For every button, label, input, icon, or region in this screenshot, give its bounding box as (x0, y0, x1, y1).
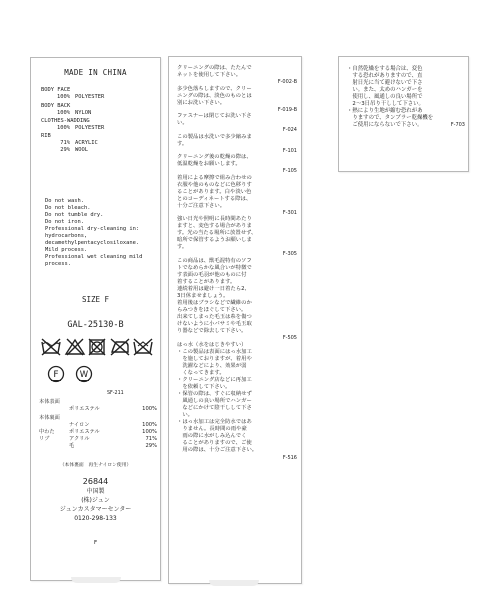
composition-block (41, 87, 157, 101)
wet-clean-w-icon (75, 365, 93, 383)
note-text: クリーニング後の乾燥の際は、 低温乾燥をお願いします。 (177, 154, 252, 168)
table-cell: 71% (145, 436, 157, 442)
style-number: GAL-25130-B (67, 320, 124, 330)
table-row (39, 422, 157, 429)
material-name: POLYESTER (75, 125, 105, 131)
table-row (39, 415, 157, 422)
material-percent: 100% (57, 110, 70, 116)
composition-label (30, 57, 161, 581)
table-row (39, 443, 157, 450)
f-mark: F (93, 540, 98, 546)
material-percent: 100% (57, 125, 70, 131)
material-name: WOOL (75, 147, 88, 153)
label-notch (209, 580, 259, 586)
table-row (39, 429, 157, 436)
jp-composition-table (39, 399, 157, 450)
wet-clean-letter: W (79, 370, 89, 380)
material-name: ACRYLIC (75, 140, 98, 146)
company-name: (株)ジュン (81, 497, 110, 504)
professional-cleaning-symbols (47, 365, 93, 385)
recycled-nylon-note: （本体裏面 再生ナイロン使用） (59, 463, 132, 468)
note-code: F-019-B (277, 106, 297, 113)
table-cell (47, 422, 69, 429)
table-cell: 100% (142, 406, 157, 412)
table-cell (61, 399, 113, 406)
material-name: NYLON (75, 110, 92, 116)
table-cell (47, 406, 69, 413)
note-code: F-516 (282, 454, 297, 461)
table-cell: 本体表面 (39, 399, 60, 405)
table-row (39, 406, 157, 413)
care-notes-label (168, 56, 302, 584)
note-code: F-301 (282, 209, 297, 216)
table-cell: ポリエステル (69, 406, 100, 412)
note-code: F-505 (282, 335, 297, 342)
note-text: クリーニングの際は、たたんで ネットを使用して下さい。 (177, 65, 252, 79)
composition-block (41, 118, 157, 132)
table-cell: リブ (39, 436, 50, 442)
product-number: 26844 (82, 477, 109, 486)
no-tumble-dry-icon (88, 338, 106, 356)
table-cell: ポリエステル (69, 429, 100, 435)
note-code: F-305 (282, 251, 297, 258)
care-notes (177, 65, 297, 461)
phone-number: 0120-298-133 (74, 515, 117, 522)
note-code: F-105 (282, 168, 297, 175)
note-code: F-703 (450, 122, 465, 129)
part-name: BODY FACE (41, 87, 71, 93)
material-name: POLYESTER (75, 94, 105, 100)
table-cell: ナイロン (69, 422, 90, 428)
note-text: ファスナーは閉じてお洗い下さ い。 (177, 113, 252, 127)
table-row (39, 436, 157, 443)
drying-notes (347, 66, 465, 129)
table-cell: 100% (142, 422, 157, 428)
note-text: この製品は水洗いで多少縮みま す。 (177, 133, 252, 147)
care-symbols (41, 338, 153, 360)
table-row (39, 399, 157, 406)
note-code: F-002-B (277, 79, 297, 86)
composition-block (41, 133, 157, 154)
composition-block (41, 103, 157, 117)
no-wash-icon (41, 338, 61, 356)
table-cell: 毛 (69, 443, 75, 449)
table-cell (113, 415, 157, 422)
note-text: ・自然乾燥をする場合は、変色 する恐れがありますので、直 射日光に当て避けないで下さ い。また、太めのハンガーを 使用し、風通しの良い場所で 2～3日吊り干しして下さい。 ・熱により生地が縮む恐れがあ りますので、タンブラー乾燥機を ご使用にならないで下さい。 (347, 66, 434, 129)
dry-clean-f-icon (47, 365, 65, 383)
no-bleach-icon (64, 338, 86, 356)
table-cell: 100% (142, 429, 157, 435)
country-text: 中国製 (86, 488, 105, 495)
material-percent: 100% (57, 94, 70, 100)
customer-center: ジュンカスタマーセンター (59, 506, 132, 513)
no-iron-icon (109, 338, 131, 356)
table-cell: アクリル (69, 436, 90, 442)
note-text: 強い日光や照明に長時間あたり ますと、変色する場合がありま す。光の当たる場所に放置せず、 暗所で保管するようお願いしま す。 (177, 216, 257, 251)
note-text: はっ水（水をはじきやすい） ・この製品は表面にはっ水加工 を施しておりますが、着用や 洗濯などにより、効果が弱 くなってきます。 ・クリーニング店などに再加工 を依頼して下さい。 ・保管の際は、すぐに収納せず 風通しの良い場所でハンガー などにかけて陰干しして下さ い。 ・はっ水加工は完全防水ではあ りません。長時間の雨や豪 雨の際に水がしみ込んでく ることがありますので、ご使 用の際は、十分ご注意下さい。 (177, 341, 258, 454)
origin-text: MADE IN CHINA (64, 68, 127, 77)
material-percent: 29% (60, 147, 70, 153)
table-cell (113, 399, 157, 406)
drying-notes-label (338, 56, 469, 172)
dry-clean-letter: F (53, 370, 59, 380)
part-name: BODY BACK (41, 103, 71, 109)
manufacturer-block (31, 476, 160, 523)
table-cell (61, 415, 113, 422)
note-code: F-101 (282, 147, 297, 154)
note-text: 着用による摩擦で組み合わせの 衣服や他のものなどに色移りす ることがあります。白や淡い色 とのコーディネートする際は、 十分ご注意下さい。 (177, 174, 252, 209)
part-name: CLOTHES-WADDING (41, 118, 90, 124)
part-name: RIB (41, 133, 51, 139)
note-text: この商品は、獣毛混特有のソフ トでなめらかな風合いが特徴で す表面の毛羽が他のものに付 着することがあります。 連続着用は避け一日着たら2、 3日休ませましょう。 着用後はブラシなどで繊維のか らみつきをほぐして下さい。 出来てしまった毛玉は糸を傷つ けないように小バサミや毛玉取 り器などで除去して下さい。 (177, 257, 252, 335)
size-text: SIZE F (81, 295, 110, 304)
no-machine-wash-icon (133, 338, 153, 356)
note-code: F-024 (282, 127, 297, 134)
material-percent: 71% (60, 140, 70, 146)
table-cell (39, 443, 69, 450)
table-cell: 29% (145, 443, 157, 449)
table-cell: 本体裏面 (39, 415, 60, 421)
sf-code: SF-211 (107, 391, 124, 396)
table-cell: 中わた (39, 429, 55, 435)
label-notch (71, 577, 121, 583)
note-text: 多少色落ちしますので、クリー ニングの際は、淡色のものとは 別にお洗い下さい。 (177, 85, 252, 106)
care-instructions: Do not wash. Do not bleach. Do not tumble dry. Do not iron. Professional dry-cleaning in: hydrocarbons, decamethylpentacyclosiloxane. Mild process. Professional wet cleaning mild process. (45, 198, 143, 267)
